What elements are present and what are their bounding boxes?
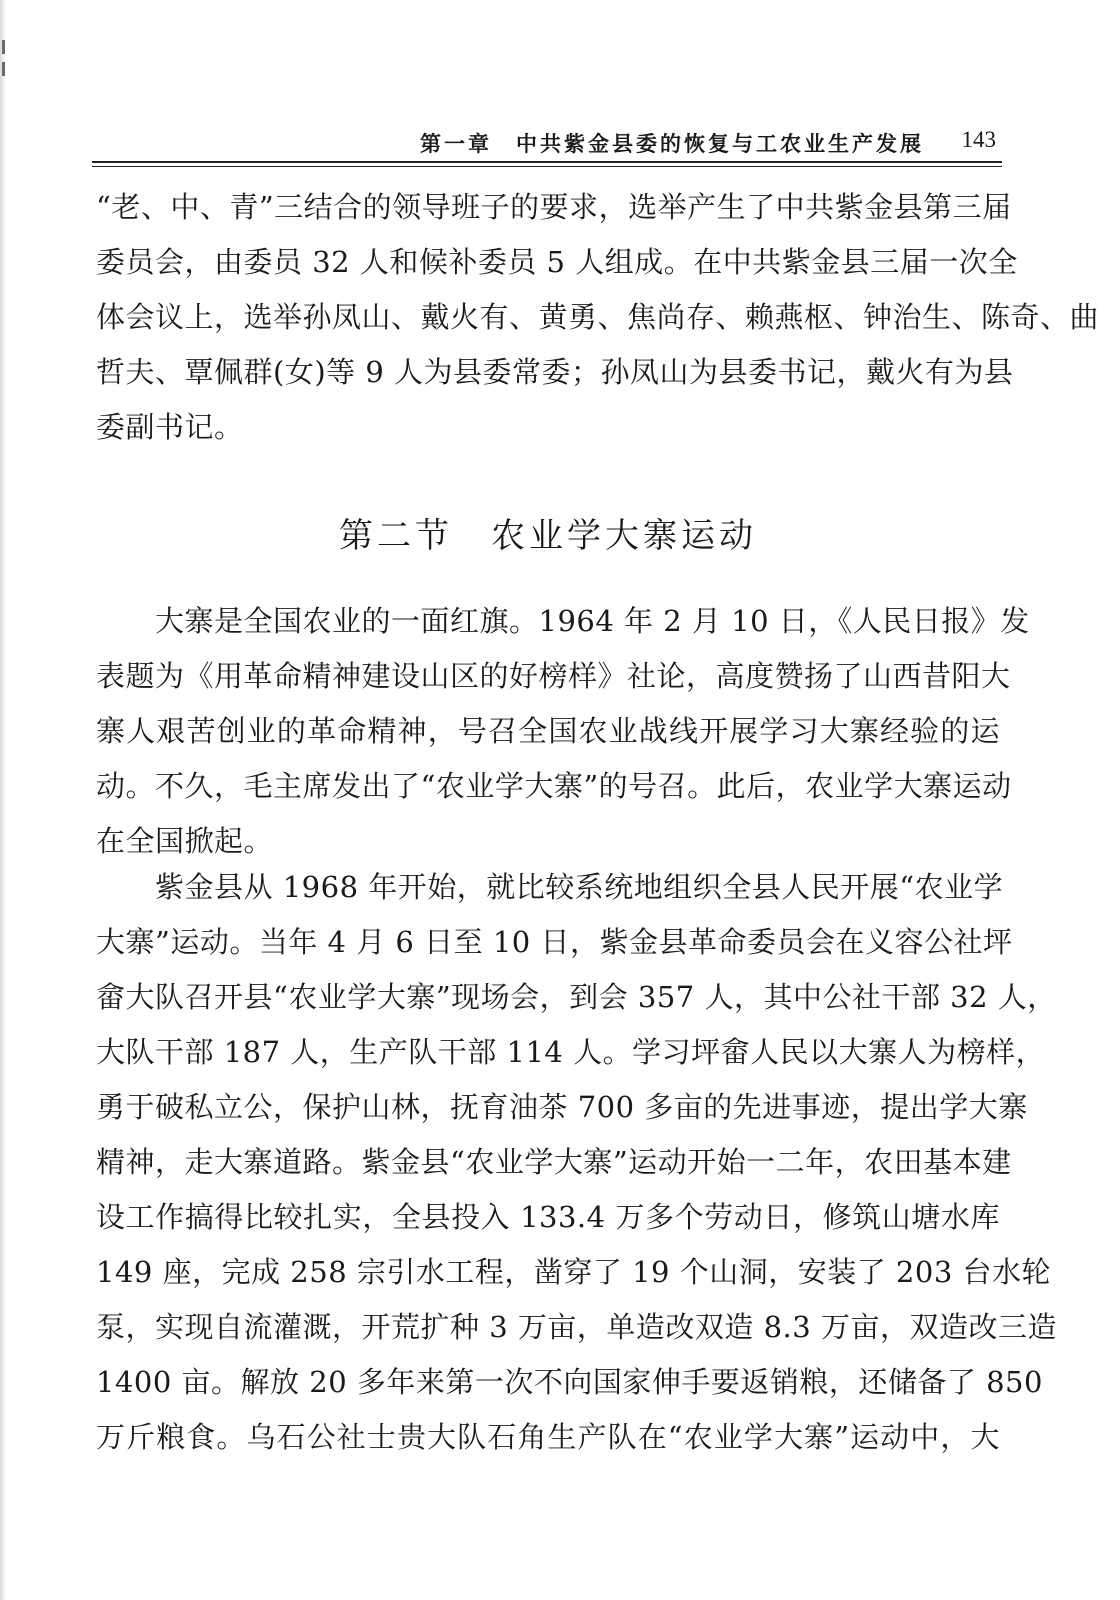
text-line: 大寨”运动。当年 4 月 6 日至 10 日，紫金县革命委员会在义容公社坪 bbox=[96, 925, 1013, 959]
text-line: 委副书记。 bbox=[96, 410, 244, 444]
paragraph-continued bbox=[96, 180, 1100, 455]
text-line: 紫金县从 1968 年开始，就比较系统地组织全县人民开展“农业学 bbox=[96, 870, 1004, 904]
text-line: 1400 亩。解放 20 多年来第一次不向国家伸手要返销粮，还储备了 850 bbox=[96, 1365, 1043, 1399]
text-line: 寨人艰苦创业的革命精神，号召全国农业战线开展学习大寨经验的运 bbox=[96, 714, 1000, 748]
text-line: 149 座，完成 258 宗引水工程，凿穿了 19 个山洞，安装了 203 台水轮 bbox=[96, 1255, 1051, 1289]
paragraph-zijin-movement bbox=[96, 860, 1057, 1465]
text-line: 泵，实现自流灌溉，开荒扩种 3 万亩，单造改双造 8.3 万亩，双造改三造 bbox=[96, 1310, 1057, 1344]
header-rule bbox=[92, 161, 1002, 163]
text-line: 表题为《用革命精神建设山区的好榜样》社论，高度赞扬了山西昔阳大 bbox=[96, 659, 1011, 693]
scan-edge bbox=[0, 0, 6, 1600]
text-line: 勇于破私立公，保护山林，抚育油茶 700 多亩的先进事迹，提出学大寨 bbox=[96, 1090, 1028, 1124]
text-line: “老、中、青”三结合的领导班子的要求，选举产生了中共紫金县第三届 bbox=[96, 190, 1012, 224]
text-line: 万斤粮食。乌石公社士贵大队石角生产队在“农业学大寨”运动中，大 bbox=[96, 1420, 1000, 1454]
scan-edge-mark bbox=[2, 62, 5, 76]
scan-edge-mark bbox=[2, 40, 5, 54]
text-line: 畲大队召开县“农业学大寨”现场会，到会 357 人，其中公社干部 32 人， bbox=[96, 980, 1057, 1014]
text-line: 委员会，由委员 32 人和候补委员 5 人组成。在中共紫金县三届一次全 bbox=[96, 245, 1018, 279]
chapter-title: 第一章 中共紫金县委的恢复与工农业生产发展 bbox=[420, 131, 924, 156]
text-line: 设工作搞得比较扎实，全县投入 133.4 万多个劳动日，修筑山塘水库 bbox=[96, 1200, 1000, 1234]
header-rule bbox=[92, 166, 1002, 167]
text-line: 在全国掀起。 bbox=[96, 824, 274, 858]
page-number: 143 bbox=[961, 127, 996, 152]
text-line: 动。不久，毛主席发出了“农业学大寨”的号召。此后，农业学大寨运动 bbox=[96, 769, 1012, 803]
text-line: 大寨是全国农业的一面红旗。1964 年 2 月 10 日，《人民日报》发 bbox=[96, 604, 1030, 638]
text-line: 哲夫、覃佩群(女)等 9 人为县委常委；孙凤山为县委书记，戴火有为县 bbox=[96, 355, 1014, 389]
paragraph-dazhai-intro bbox=[96, 594, 1030, 869]
section-title: 第二节 农业学大寨运动 bbox=[339, 516, 757, 556]
text-line: 大队干部 187 人，生产队干部 114 人。学习坪畲人民以大寨人为榜样， bbox=[96, 1035, 1046, 1069]
text-line: 精神，走大寨道路。紫金县“农业学大寨”运动开始一二年，农田基本建 bbox=[96, 1145, 1012, 1179]
text-line: 体会议上，选举孙凤山、戴火有、黄勇、焦尚存、赖燕枢、钟治生、陈奇、曲 bbox=[96, 300, 1100, 334]
running-header bbox=[96, 128, 1000, 158]
